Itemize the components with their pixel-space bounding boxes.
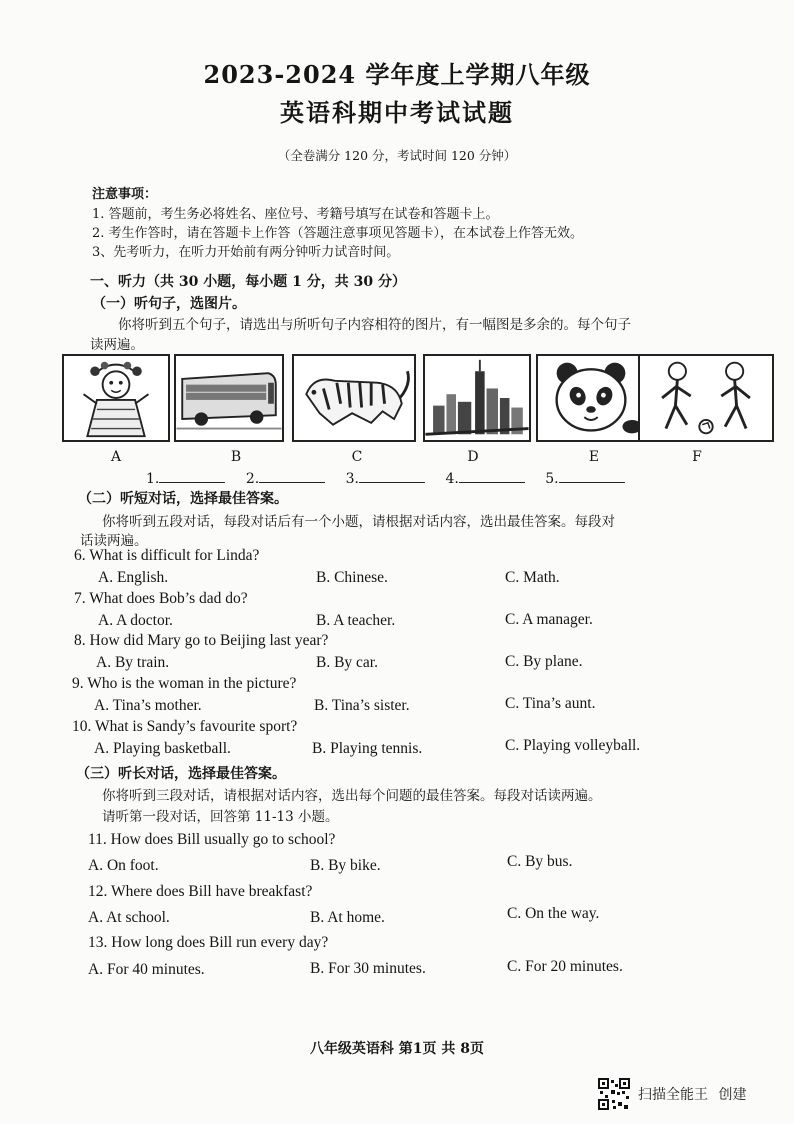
section2-instruction: 话读两遍。 [80, 533, 148, 549]
answer-blank [559, 468, 625, 483]
option-b: B. By bike. [310, 857, 381, 874]
part1-heading: 一、听力（共 30 小题，每小题 1 分，共 30 分） [90, 274, 406, 290]
notes-heading: 注意事项： [92, 187, 158, 202]
picture-label: E [588, 449, 600, 465]
question-text: 7. What does Bob’s dad do? [74, 590, 248, 607]
option-b: B. By car. [316, 654, 378, 671]
blank-number: 2. [245, 471, 260, 487]
answer-blanks [146, 468, 641, 487]
section1-heading: （一）听句子，选图片。 [92, 296, 246, 312]
blank-number: 3. [345, 471, 359, 487]
answer-blank [159, 468, 225, 483]
soccer-players-icon [640, 356, 772, 440]
exam-title-line1: 2023-2024 学年度上学期八年级 [203, 60, 591, 89]
blank-number: 1. [146, 471, 160, 487]
option-c: C. By bus. [507, 853, 573, 870]
option-a: A. On foot. [88, 857, 159, 874]
section2-instruction: 你将听到五段对话，每段对话后有一个小题，请根据对话内容，选出最佳答案。每段对 [102, 514, 615, 530]
option-b: B. Chinese. [316, 569, 388, 586]
picture-d [423, 354, 531, 442]
scanner-watermark [638, 1084, 746, 1104]
note-item: 2. 考生作答时，请在答题卡上作答（答题注意事项见答题卡），在本试卷上作答无效。 [92, 226, 584, 241]
picture-f [638, 354, 774, 442]
option-a: A. Playing basketball. [94, 740, 231, 757]
page-footer: 八年级英语科 第1页 共 8页 [309, 1041, 485, 1057]
option-c: C. A manager. [505, 611, 593, 628]
question-text: 13. How long does Bill run every day? [88, 934, 329, 951]
question-text: 6. What is difficult for Linda? [74, 547, 260, 564]
qr-code-icon [598, 1078, 630, 1110]
section1-instruction: 你将听到五个句子，请选出与所听句子内容相符的图片，有一幅图是多余的。每个句子 [118, 317, 631, 333]
picture-a [62, 354, 170, 442]
scanner-action: 创建 [718, 1087, 747, 1103]
option-c: C. Playing volleyball. [505, 737, 641, 754]
picture-label: A [110, 449, 122, 465]
question-text: 9. Who is the woman in the picture? [72, 675, 297, 692]
option-b: B. A teacher. [316, 612, 396, 629]
answer-blank [459, 468, 525, 483]
blank-number: 4. [445, 471, 459, 487]
option-b: B. Tina’s sister. [314, 697, 410, 714]
option-a: A. English. [98, 569, 169, 586]
option-c: C. On the way. [507, 905, 600, 922]
question-text: 8. How did Mary go to Beijing last year? [74, 632, 329, 649]
section2-heading: （二）听短对话，选择最佳答案。 [78, 491, 288, 507]
picture-b [174, 354, 284, 442]
option-c: C. For 20 minutes. [507, 958, 623, 975]
picture-row [62, 354, 776, 444]
panda-icon [538, 356, 644, 440]
answer-blank [359, 468, 425, 483]
bus-icon [176, 356, 282, 440]
option-c: C. Tina’s aunt. [505, 695, 596, 712]
question-text: 11. How does Bill usually go to school? [88, 831, 336, 848]
option-c: C. Math. [505, 569, 560, 586]
scanner-app-name: 扫描全能王 [638, 1087, 708, 1103]
city-skyline-icon [425, 356, 529, 440]
note-item: 3、先考听力，在听力开始前有两分钟听力试音时间。 [92, 245, 400, 260]
option-a: A. A doctor. [98, 612, 173, 629]
section3-instruction: 请听第一段对话，回答第 11-13 小题。 [102, 809, 339, 825]
section3-instruction: 你将听到三段对话，请根据对话内容，选出每个问题的最佳答案。每段对话读两遍。 [102, 788, 602, 804]
exam-subtitle: （全卷满分 120 分，考试时间 120 分钟） [277, 148, 517, 163]
question-text: 10. What is Sandy’s favourite sport? [72, 718, 298, 735]
tiger-icon [294, 356, 414, 440]
opera-mask-icon [64, 356, 168, 440]
option-a: A. At school. [88, 909, 170, 926]
note-item: 1. 答题前，考生务必将姓名、座位号、考籍号填写在试卷和答题卡上。 [92, 207, 499, 222]
picture-c [292, 354, 416, 442]
option-b: B. At home. [310, 909, 385, 926]
picture-label: C [351, 449, 363, 465]
picture-label: D [467, 449, 479, 465]
option-c: C. By plane. [505, 653, 583, 670]
option-a: A. By train. [96, 654, 170, 671]
question-text: 12. Where does Bill have breakfast? [88, 883, 313, 900]
picture-label: B [230, 449, 242, 465]
option-b: B. Playing tennis. [312, 740, 423, 757]
option-a: A. Tina’s mother. [94, 697, 202, 714]
section1-instruction: 读两遍。 [90, 337, 144, 353]
exam-title-line2: 英语科期中考试试题 [280, 98, 514, 127]
option-b: B. For 30 minutes. [310, 960, 426, 977]
picture-e [536, 354, 646, 442]
picture-label: F [692, 449, 702, 465]
blank-number: 5. [545, 471, 559, 487]
answer-blank [259, 468, 325, 483]
section3-heading: （三）听长对话，选择最佳答案。 [76, 766, 286, 782]
option-a: A. For 40 minutes. [88, 961, 205, 978]
